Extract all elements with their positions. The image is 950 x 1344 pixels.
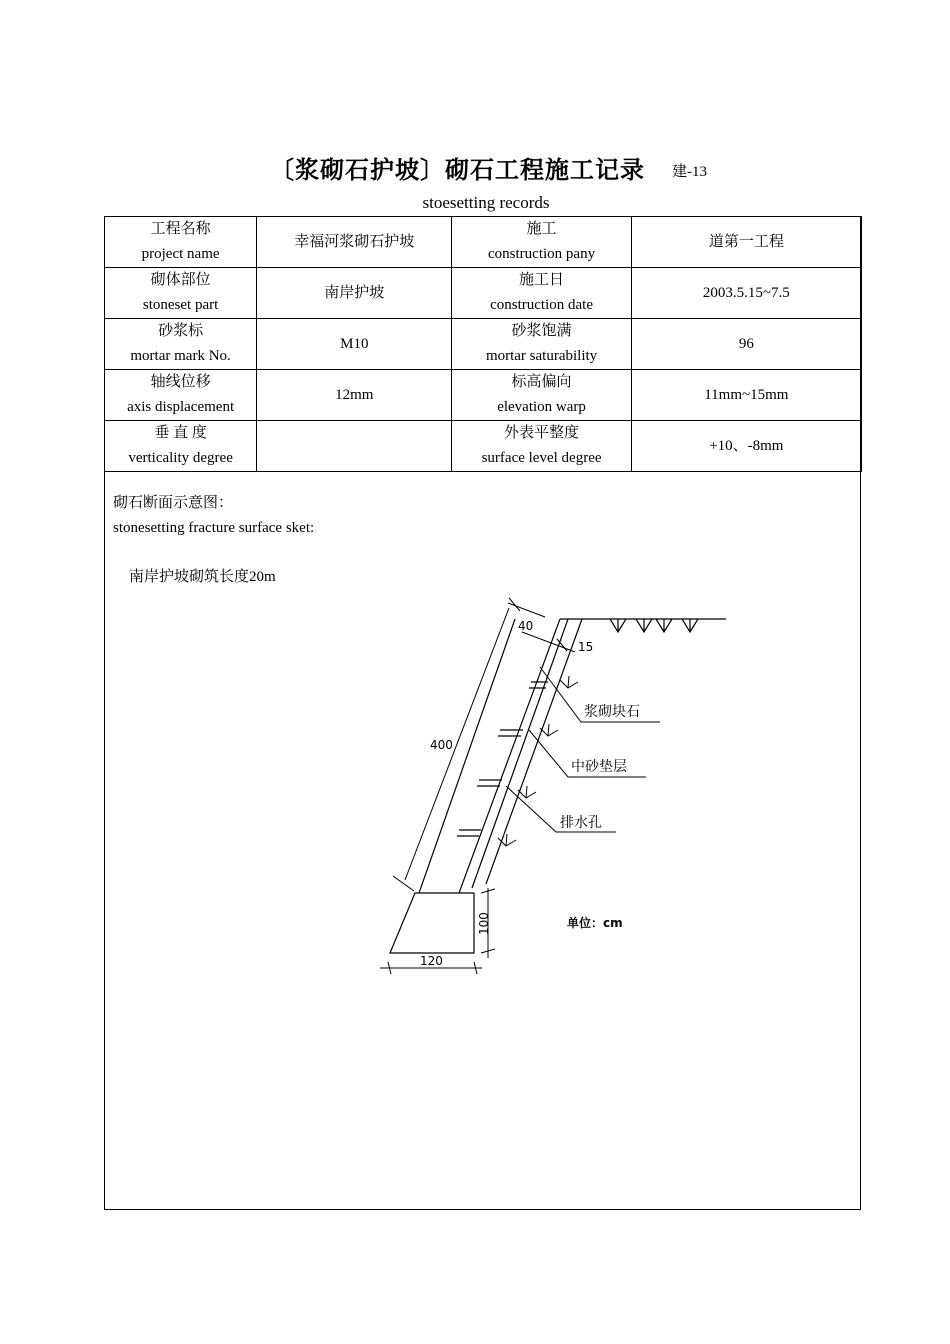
field-value: 96 (631, 319, 861, 370)
slope-cross-section-sketch (370, 592, 730, 982)
table-row (105, 421, 862, 472)
field-label (452, 370, 631, 421)
field-value: 南岸护坡 (257, 268, 452, 319)
field-label-en: mortar saturability (485, 348, 598, 364)
field-label-en: stoneset part (142, 297, 219, 313)
dimension-40 (508, 598, 545, 617)
field-value: 2003.5.15~7.5 (631, 268, 861, 319)
title-row (0, 150, 950, 190)
dim-length-label: 400 (430, 738, 453, 752)
field-label (105, 370, 257, 421)
field-label (105, 217, 257, 268)
field-label-en: construction pany (488, 246, 596, 262)
callout-stone: 浆砌块石 (584, 704, 640, 720)
page-subtitle: stoesetting records (422, 193, 550, 212)
field-label (452, 217, 631, 268)
field-label-cn: 轴线位移 (150, 374, 211, 390)
length-note: 南岸护坡砌筑长度20m (129, 569, 276, 585)
field-label-cn: 砌体部位 (150, 272, 211, 288)
field-label-cn: 外表平整度 (504, 425, 580, 441)
field-value: 道第一工程 (631, 217, 861, 268)
page-title: 〔浆砌石护坡〕砌石工程施工记录 (270, 155, 645, 184)
field-label (105, 421, 257, 472)
unit-label: 单位：cm (567, 916, 623, 930)
field-label (452, 268, 631, 319)
field-label-cn: 垂 直 度 (154, 425, 207, 441)
section-label (113, 491, 314, 541)
field-label-cn: 工程名称 (150, 221, 211, 237)
field-label-cn: 标高偏向 (511, 374, 572, 390)
dimension-400-line (405, 608, 509, 880)
field-label-en: elevation warp (497, 399, 586, 415)
field-label-cn: 施工 (526, 221, 557, 237)
field-value: 12mm (257, 370, 452, 421)
field-value: +10、-8mm (631, 421, 861, 472)
field-value (257, 421, 452, 472)
dim-footing-height-label: 100 (477, 912, 491, 935)
field-label-en: verticality degree (128, 450, 233, 466)
dimension-400-tick (393, 876, 414, 891)
section-label-en: stonesetting fracture surface sket: (113, 520, 315, 536)
table-row (105, 217, 862, 268)
section-label-cn: 砌石断面示意图： (113, 495, 234, 511)
drain-holes (457, 682, 548, 836)
slope-layers (419, 619, 582, 893)
field-label-en: surface level degree (481, 450, 602, 466)
footing (390, 893, 474, 953)
form-code: 建-13 (672, 164, 707, 180)
field-label-cn: 砂浆标 (158, 323, 204, 339)
field-value: 幸福河浆砌石护坡 (257, 217, 452, 268)
dim-cushion-label: 15 (578, 640, 594, 654)
field-label (452, 319, 631, 370)
table-row (105, 268, 862, 319)
field-value: 11mm~15mm (631, 370, 861, 421)
field-label-cn: 砂浆饱满 (511, 323, 572, 339)
dim-footing-width-label: 120 (420, 954, 443, 968)
ground-line (560, 619, 726, 632)
dim-top-label: 40 (518, 619, 534, 633)
field-label-en: project name (141, 246, 220, 262)
callout-sand: 中砂垫层 (571, 759, 627, 775)
field-label (105, 319, 257, 370)
field-label (452, 421, 631, 472)
field-label (105, 268, 257, 319)
table-row (105, 370, 862, 421)
field-label-en: construction date (490, 297, 593, 313)
field-label-en: mortar mark No. (130, 348, 231, 364)
field-value: M10 (257, 319, 452, 370)
field-label-cn: 施工日 (519, 272, 565, 288)
callout-drain: 排水孔 (560, 815, 602, 831)
field-label-en: axis displacement (127, 399, 235, 415)
table-row (105, 319, 862, 370)
record-table (104, 216, 862, 472)
